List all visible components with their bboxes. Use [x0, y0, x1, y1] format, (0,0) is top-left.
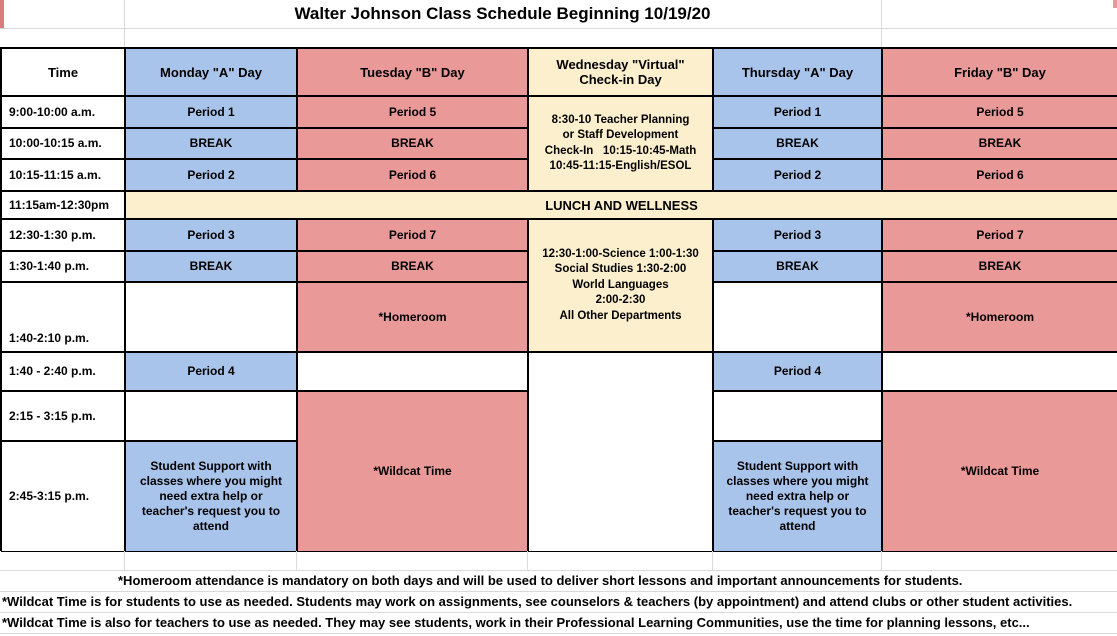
gridline [0, 633, 1117, 634]
note-homeroom: *Homeroom attendance is mandatory on both days and will be used to deliver short lessons and important announcements for students. [118, 573, 963, 588]
cell-monday-period1: Period 1 [125, 96, 297, 128]
time-lunch: 11:15am-12:30pm [1, 191, 125, 219]
cell-monday-empty-140 [125, 282, 297, 352]
time-140-240: 1:40 - 2:40 p.m. [1, 352, 125, 391]
wednesday-morning-line: 8:30-10 Teacher Planning [551, 113, 690, 126]
cell-thursday-empty-140 [713, 282, 882, 352]
cell-friday-period6: Period 6 [882, 159, 1117, 191]
cell-friday-break-pm: BREAK [882, 251, 1117, 282]
time-140-210: 1:40-2:10 p.m. [1, 282, 125, 352]
cell-wednesday-morning [528, 96, 713, 191]
cell-tuesday-empty-240 [297, 352, 528, 391]
red-cell-sliver-right [1113, 0, 1117, 8]
gridline [881, 551, 882, 570]
red-cell-sliver-left [0, 0, 4, 28]
cell-friday-break-am: BREAK [882, 128, 1117, 159]
header-tuesday: Tuesday "B" Day [297, 48, 528, 96]
cell-thursday-break-am: BREAK [713, 128, 882, 159]
cell-thursday-period1: Period 1 [713, 96, 882, 128]
wednesday-afternoon-line: 2:00-2:30 [595, 294, 646, 307]
gridline [296, 551, 297, 570]
gridline [712, 551, 713, 570]
gridline [527, 551, 528, 570]
cell-thursday-period3: Period 3 [713, 219, 882, 251]
wednesday-afternoon-line: 12:30-1:00-Science 1:00-1:30 [542, 247, 699, 260]
cell-monday-student-support: Student Support with classes where you might need extra help or teacher's request you to attend [125, 441, 297, 552]
header-wednesday: Wednesday "Virtual" Check-in Day [528, 48, 713, 96]
cell-thursday-student-support: Student Support with classes where you might need extra help or teacher's request you to attend [713, 441, 882, 552]
cell-tuesday-break-pm: BREAK [297, 251, 528, 282]
wednesday-afternoon-line: Social Studies 1:30-2:00 [554, 263, 687, 276]
wednesday-morning-line: Check-In 10:15-10:45-Math [544, 144, 697, 157]
cell-monday-period2: Period 2 [125, 159, 297, 191]
cell-monday-period4: Period 4 [125, 352, 297, 391]
gridline [124, 551, 125, 570]
title-row [0, 0, 1117, 47]
footer-notes [0, 551, 1117, 636]
page-title: Walter Johnson Class Schedule Beginning 10/19/20 [294, 4, 711, 23]
gridline [0, 28, 1117, 29]
cell-tuesday-homeroom: *Homeroom [297, 282, 528, 352]
cell-thursday-period4: Period 4 [713, 352, 882, 391]
cell-monday-period3: Period 3 [125, 219, 297, 251]
cell-thursday-empty-215 [713, 391, 882, 441]
time-1230-130: 12:30-1:30 p.m. [1, 219, 125, 251]
cell-friday-empty-240 [882, 352, 1117, 391]
cell-tuesday-wildcat-time: *Wildcat Time [297, 391, 528, 552]
time-break-am: 10:00-10:15 a.m. [1, 128, 125, 159]
cell-monday-break-am: BREAK [125, 128, 297, 159]
cell-friday-homeroom: *Homeroom [882, 282, 1117, 352]
cell-thursday-period2: Period 2 [713, 159, 882, 191]
schedule-table [0, 47, 1117, 551]
cell-lunch-and-wellness: LUNCH AND WELLNESS [125, 191, 1117, 219]
time-break-pm: 1:30-1:40 p.m. [1, 251, 125, 282]
gridline [881, 0, 882, 47]
cell-friday-wildcat-time: *Wildcat Time [882, 391, 1117, 552]
header-time: Time [1, 48, 125, 96]
wednesday-afternoon-line: World Languages [572, 278, 669, 291]
cell-monday-empty-215 [125, 391, 297, 441]
wednesday-morning-line: 10:45-11:15-English/ESOL [549, 160, 692, 172]
cell-friday-period7: Period 7 [882, 219, 1117, 251]
wednesday-afternoon-line: All Other Departments [559, 309, 682, 322]
cell-thursday-break-pm: BREAK [713, 251, 882, 282]
note-wildcat-teachers: *Wildcat Time is also for teachers to use as needed. They may see students, work in their Professional Learning Communities, use the time for planning lessons, etc... [2, 615, 1030, 630]
cell-monday-break-pm: BREAK [125, 251, 297, 282]
time-215-315: 2:15 - 3:15 p.m. [1, 391, 125, 441]
time-1015-1115: 10:15-11:15 a.m. [1, 159, 125, 191]
note-wildcat-students: *Wildcat Time is for students to use as needed. Students may work on assignments, see counselors & teachers (by appointment) and attend clubs or other student activities. [2, 594, 1073, 609]
header-monday: Monday "A" Day [125, 48, 297, 96]
cell-tuesday-period5: Period 5 [297, 96, 528, 128]
cell-tuesday-period7: Period 7 [297, 219, 528, 251]
cell-tuesday-break-am: BREAK [297, 128, 528, 159]
wednesday-morning-line: or Staff Development [562, 129, 679, 141]
cell-friday-period5: Period 5 [882, 96, 1117, 128]
cell-wednesday-afternoon [528, 219, 713, 352]
cell-tuesday-period6: Period 6 [297, 159, 528, 191]
header-friday: Friday "B" Day [882, 48, 1117, 96]
cell-wednesday-empty-bottom [528, 352, 713, 552]
time-245-315: 2:45-3:15 p.m. [1, 441, 125, 552]
header-thursday: Thursday "A" Day [713, 48, 882, 96]
time-9-10: 9:00-10:00 a.m. [1, 96, 125, 128]
